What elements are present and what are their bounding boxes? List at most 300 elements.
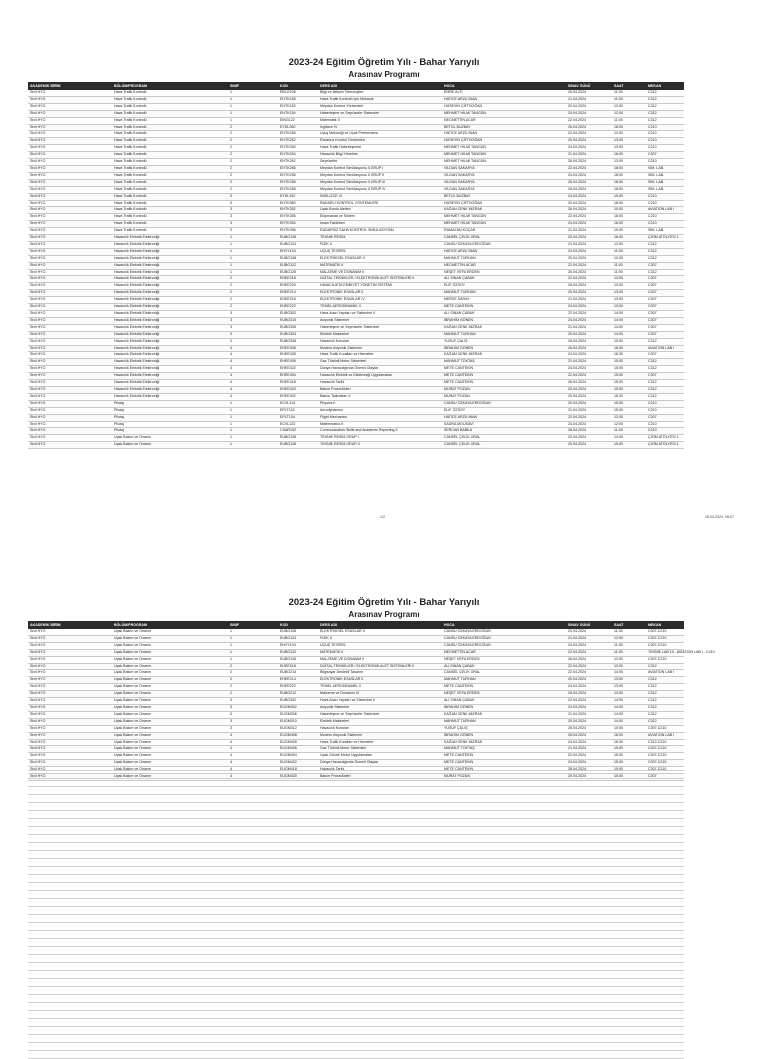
table-cell: Dünya Havacılığında Önemli Olaylar bbox=[318, 760, 442, 767]
table-cell: 2 bbox=[228, 684, 278, 691]
table-cell: Sivil HYO bbox=[28, 663, 112, 670]
table-cell: ÇİZİM ATÖLYESİ 1 bbox=[646, 435, 684, 442]
table-cell: C312 bbox=[646, 359, 684, 366]
table-cell: Bilgisayar Destekli Tasarım bbox=[318, 670, 442, 677]
table-cell: EUGM428 bbox=[278, 739, 318, 746]
table-cell: Havacılık Elektrik Elektroniği bbox=[112, 373, 228, 380]
table-cell: HATİCE ARZU İNAN bbox=[442, 96, 566, 103]
table-cell: C307-C210 bbox=[646, 760, 684, 767]
table-cell: UÇUŞ TEORİSİ bbox=[318, 248, 442, 255]
table-cell: 3 bbox=[228, 324, 278, 331]
table-cell: 26.04.2024 bbox=[566, 159, 612, 166]
table-cell: 11:00 bbox=[612, 629, 646, 635]
table-cell: Pilotaj bbox=[112, 421, 228, 428]
table-cell: 22.04.2024 bbox=[566, 414, 612, 421]
table-cell: 12:00 bbox=[612, 635, 646, 642]
table-cell: Sivil HYO bbox=[28, 200, 112, 207]
table-cell: Hava Trafik Kontrolü bbox=[112, 207, 228, 214]
table-cell: 2 bbox=[228, 677, 278, 684]
table-cell: AVIATION LAB I bbox=[646, 670, 684, 677]
table-row bbox=[28, 283, 684, 290]
table-cell: 22.04.2024 bbox=[566, 649, 612, 656]
table-cell: 24.04.2024 bbox=[566, 352, 612, 359]
table-cell: Uçak Bakım ve Onarım bbox=[112, 649, 228, 656]
table-cell: ELİF ÖZSOY bbox=[442, 283, 566, 290]
table-cell: EUBO126 bbox=[278, 269, 318, 276]
column-header: HOCA bbox=[442, 82, 566, 90]
table-row bbox=[28, 103, 684, 110]
table-cell: 4 bbox=[228, 359, 278, 366]
table-cell: METE CANTEKİN bbox=[442, 373, 566, 380]
column-header: SINIF bbox=[228, 621, 278, 629]
table-cell: 10:00 bbox=[612, 193, 646, 200]
table-cell: EHEE214 bbox=[278, 677, 318, 684]
empty-row-line bbox=[28, 931, 684, 939]
table-cell: C307 bbox=[646, 262, 684, 269]
table-cell: SİM. LAB. bbox=[646, 172, 684, 179]
table-cell: 1 bbox=[228, 235, 278, 242]
empty-row-line bbox=[28, 1027, 684, 1035]
table-cell: C210 bbox=[646, 428, 684, 435]
table-cell: 21.04.2024 bbox=[566, 359, 612, 366]
table-cell: Uçak Bakım ve Onarım bbox=[112, 739, 228, 746]
table-cell: MEHMET HİLMİ TANGÜN bbox=[442, 152, 566, 159]
table-cell: Havacılık Elektrik Elektroniği bbox=[112, 366, 228, 373]
table-cell: Sivil HYO bbox=[28, 414, 112, 421]
table-cell: Uçak Bakım ve Onarım bbox=[112, 718, 228, 725]
table-cell: 20.04.2024 bbox=[566, 677, 612, 684]
table-cell: Sivil HYO bbox=[28, 698, 112, 705]
table-cell: 3 bbox=[228, 221, 278, 228]
table-cell: Sivil HYO bbox=[28, 311, 112, 318]
table-cell: 26.04.2024 bbox=[566, 725, 612, 732]
empty-row-line bbox=[28, 1051, 684, 1059]
table-cell: EUGM306 bbox=[278, 711, 318, 718]
table-cell: EUGM408 bbox=[278, 732, 318, 739]
table-cell: EUGM418 bbox=[278, 767, 318, 774]
table-cell: 2 bbox=[228, 179, 278, 186]
table-cell: C307-C210 bbox=[646, 656, 684, 663]
table-cell: 24.04.2024 bbox=[566, 421, 612, 428]
table-row bbox=[28, 373, 684, 380]
table-cell: TEKNİK RESİM GRUP I bbox=[318, 435, 442, 442]
table-cell: EHTK252 bbox=[278, 138, 318, 145]
table-cell: 1 bbox=[228, 117, 278, 124]
table-cell: Hava Trafik Kuralları ve Hizmetler bbox=[318, 352, 442, 359]
table-cell: EUBO306 bbox=[278, 324, 318, 331]
table-cell: C210 bbox=[646, 421, 684, 428]
table-cell: Sivil HYO bbox=[28, 145, 112, 152]
table-cell: 24.04.2024 bbox=[566, 193, 612, 200]
table-cell: ALİ SİNAN ÇABUK bbox=[442, 311, 566, 318]
table-cell: AVIATION LAB I bbox=[646, 732, 684, 739]
table-row bbox=[28, 172, 684, 179]
table-cell: Hava Trafik Kontrolü bbox=[112, 138, 228, 145]
table-cell: Hava Trafik Kontrolü bbox=[112, 145, 228, 152]
table-cell: EUBO122 bbox=[278, 262, 318, 269]
table-cell: Sivil HYO bbox=[28, 214, 112, 221]
table-cell: 3 bbox=[228, 228, 278, 235]
table-cell: 24.04.2024 bbox=[566, 304, 612, 311]
table-cell: Uçak Gövde Motor Uygulamaları bbox=[318, 753, 442, 760]
table-row bbox=[28, 152, 684, 159]
table-cell: Sivil HYO bbox=[28, 718, 112, 725]
table-row bbox=[28, 311, 684, 318]
table-cell: Sivil HYO bbox=[28, 117, 112, 124]
table-cell: 26.04.2024 bbox=[566, 90, 612, 96]
table-cell: MURAT POZAN bbox=[442, 386, 566, 393]
table-row bbox=[28, 90, 684, 96]
table-cell: Hava Trafik Kontrolü bbox=[112, 90, 228, 96]
column-header: SAAT bbox=[612, 82, 646, 90]
table-cell: Sivil HYO bbox=[28, 649, 112, 656]
table-row bbox=[28, 235, 684, 242]
table-row bbox=[28, 96, 684, 103]
table-cell: EUBO126 bbox=[278, 656, 318, 663]
table-row bbox=[28, 649, 684, 656]
table-cell: METE CANTEKİN bbox=[442, 304, 566, 311]
table-cell: EHEE214 bbox=[278, 290, 318, 297]
table-cell: 3 bbox=[228, 311, 278, 318]
empty-row-line bbox=[28, 795, 684, 803]
table-cell: Sivil HYO bbox=[28, 711, 112, 718]
table-row bbox=[28, 345, 684, 352]
column-header: BÖLÜM/PROGRAM bbox=[112, 621, 228, 629]
table-cell: Meydan Kontrol Simülasyonu II GRUP II bbox=[318, 172, 442, 179]
table-cell: Havacılık Elektrik Elektroniği bbox=[112, 345, 228, 352]
table-cell: C210 bbox=[646, 124, 684, 131]
table-cell: Sivil HYO bbox=[28, 276, 112, 283]
table-cell: KAĞAN CENK MIZRAK bbox=[442, 739, 566, 746]
table-row bbox=[28, 290, 684, 297]
table-cell: 13:00 bbox=[612, 283, 646, 290]
table-cell: Sivil HYO bbox=[28, 96, 112, 103]
table-row bbox=[28, 221, 684, 228]
table-cell: FİZİK II bbox=[318, 635, 442, 642]
empty-row-line bbox=[28, 963, 684, 971]
empty-row-line bbox=[28, 787, 684, 795]
table-cell: 13:00 bbox=[612, 138, 646, 145]
table-cell: C210 bbox=[646, 193, 684, 200]
table-cell: C307 bbox=[646, 283, 684, 290]
empty-row-line bbox=[28, 883, 684, 891]
table-row bbox=[28, 138, 684, 145]
table-cell: Uçak Bakım ve Onarım bbox=[112, 753, 228, 760]
empty-row-line bbox=[28, 843, 684, 851]
empty-row-line bbox=[28, 819, 684, 827]
table-cell: 22.04.2024 bbox=[566, 373, 612, 380]
table-cell: C312-C210 bbox=[646, 739, 684, 746]
table-cell: TEKNİK RESİM bbox=[318, 235, 442, 242]
table-cell: C307 bbox=[646, 774, 684, 781]
table-cell: 22.04.2024 bbox=[566, 117, 612, 124]
table-cell: 2 bbox=[228, 304, 278, 311]
table-cell: C312 bbox=[646, 103, 684, 110]
table-cell: Uçak Bakım ve Onarım bbox=[112, 635, 228, 642]
table-cell: NECMETTİN ACAR bbox=[442, 649, 566, 656]
table-cell: Havacılık Elektrik Elektroniği bbox=[112, 380, 228, 387]
table-cell: Havacılık Konuları bbox=[318, 725, 442, 732]
empty-row-line bbox=[28, 899, 684, 907]
table-cell: C307-C210 bbox=[646, 767, 684, 774]
table-cell: Havacılık Bilgi Yönetimi bbox=[318, 152, 442, 159]
empty-row-line bbox=[28, 851, 684, 859]
table-cell: Havacılık Tarihi bbox=[318, 380, 442, 387]
table-cell: 24.04.2024 bbox=[566, 110, 612, 117]
table-cell: 16:00 bbox=[612, 235, 646, 242]
table-cell: 24.04.2024 bbox=[566, 248, 612, 255]
table-cell: 20.04.2024 bbox=[566, 103, 612, 110]
table-cell: 11:00 bbox=[612, 269, 646, 276]
table-cell: EUGM302 bbox=[278, 704, 318, 711]
table-cell: 1 bbox=[228, 241, 278, 248]
table-row bbox=[28, 255, 684, 262]
table-cell: 24.04.2024 bbox=[566, 366, 612, 373]
table-row bbox=[28, 165, 684, 172]
table-row bbox=[28, 393, 684, 400]
table-cell: C307-C210 bbox=[646, 635, 684, 642]
column-header: SINAV GÜNÜ bbox=[566, 621, 612, 629]
table-cell: 1 bbox=[228, 656, 278, 663]
table-cell: EHTK154 bbox=[278, 110, 318, 117]
column-header: SINAV GÜNÜ bbox=[566, 82, 612, 90]
table-cell: Havacılık Elektrik Elektroniği bbox=[112, 248, 228, 255]
table-cell: 16:00 bbox=[612, 200, 646, 207]
table-cell: 13:00 bbox=[612, 276, 646, 283]
table-cell: 3 bbox=[228, 193, 278, 200]
table-cell: C307 bbox=[646, 324, 684, 331]
table-cell: 24.04.2024 bbox=[566, 684, 612, 691]
table-cell: Ekipmanlar ve Sistem bbox=[318, 214, 442, 221]
table-cell: MURAT POZAN bbox=[442, 393, 566, 400]
table-cell: Sivil HYO bbox=[28, 317, 112, 324]
page-title: 2023-24 Eğitim Öğretim Yılı - Bahar Yarıyılı bbox=[288, 57, 480, 68]
table-cell: Gaz Türbinli Motor Sistemleri bbox=[318, 359, 442, 366]
table-cell: 4 bbox=[228, 380, 278, 387]
table-cell: 20.04.2024 bbox=[566, 400, 612, 407]
empty-row-line bbox=[28, 867, 684, 875]
table-cell: Havacılık Elektrik Elektroniği bbox=[112, 276, 228, 283]
table-cell: C312 bbox=[646, 96, 684, 103]
page-1 bbox=[0, 0, 768, 520]
table-cell: Hava Trafik Kontrolü bbox=[112, 172, 228, 179]
empty-row-line bbox=[28, 1011, 684, 1019]
table-row bbox=[28, 145, 684, 152]
table-row bbox=[28, 407, 684, 414]
table-row bbox=[28, 276, 684, 283]
table-row bbox=[28, 124, 684, 131]
table-row bbox=[28, 207, 684, 214]
table-cell: 16:00 bbox=[612, 732, 646, 739]
table-cell: C312 bbox=[646, 393, 684, 400]
table-cell: EHTK258 bbox=[278, 186, 318, 193]
table-cell: C312 bbox=[646, 269, 684, 276]
table-cell: 22.04.2024 bbox=[566, 670, 612, 677]
table-cell: Sivil HYO bbox=[28, 753, 112, 760]
table-cell: Uçak Bakım ve Onarım bbox=[112, 684, 228, 691]
table-cell: Hava Trafik Kuralları ve Hizmetler bbox=[318, 739, 442, 746]
table-cell: 20.04.2024 bbox=[566, 393, 612, 400]
table-cell: 4 bbox=[228, 345, 278, 352]
column-header: BÖLÜM/PROGRAM bbox=[112, 82, 228, 90]
table-cell: 21.04.2024 bbox=[566, 152, 612, 159]
table-cell: 4 bbox=[228, 373, 278, 380]
table-cell: 3 bbox=[228, 200, 278, 207]
table-cell: Hava Trafik Kontrolü İçin Mekanik bbox=[318, 96, 442, 103]
table-cell: 15:00 bbox=[612, 386, 646, 393]
table-cell: Sivil HYO bbox=[28, 435, 112, 442]
table-cell: EHEE404 bbox=[278, 373, 318, 380]
table-cell: C312 bbox=[646, 704, 684, 711]
table-cell: 13:00 bbox=[612, 290, 646, 297]
table-cell: C307-C210 bbox=[646, 642, 684, 649]
table-cell: CANSEL ÇELİK ORAL bbox=[442, 670, 566, 677]
table-cell: 13:00 bbox=[612, 691, 646, 698]
table-cell: 24.04.2024 bbox=[566, 760, 612, 767]
empty-row-line bbox=[28, 827, 684, 835]
table-cell: Sivil HYO bbox=[28, 760, 112, 767]
table-cell: Havacılık Tarihi bbox=[318, 767, 442, 774]
table-cell: 12:00 bbox=[612, 110, 646, 117]
table-cell: EING122 bbox=[278, 117, 318, 124]
table-cell: EUBO302 bbox=[278, 698, 318, 705]
table-cell: EHEE216 bbox=[278, 297, 318, 304]
table-cell: 2 bbox=[228, 670, 278, 677]
table-cell: 24.04.2024 bbox=[566, 317, 612, 324]
table-cell: 26.04.2024 bbox=[566, 207, 612, 214]
table-cell: Havacılık Elektrik Elektroniği bbox=[112, 359, 228, 366]
table-cell: 21.04.2024 bbox=[566, 746, 612, 753]
table-cell: Mathematics II bbox=[318, 421, 442, 428]
table-cell: Sivil HYO bbox=[28, 221, 112, 228]
table-cell: EUGM422 bbox=[278, 760, 318, 767]
table-cell: 14:00 bbox=[612, 718, 646, 725]
table-cell: Sivil HYO bbox=[28, 739, 112, 746]
table-cell: CANSEL ÇELİK ORAL bbox=[442, 435, 566, 442]
table-cell: EUBO122 bbox=[278, 649, 318, 656]
table-cell: Sivil HYO bbox=[28, 684, 112, 691]
table-cell: 3 bbox=[228, 698, 278, 705]
table-cell: 1 bbox=[228, 255, 278, 262]
table-row bbox=[28, 629, 684, 635]
table-cell: 14:00 bbox=[612, 311, 646, 318]
table-cell: Uçak Bakım ve Onarım bbox=[112, 746, 228, 753]
table-cell: 11:00 bbox=[612, 117, 646, 124]
table-cell: 3 bbox=[228, 331, 278, 338]
table-cell: RADARLI KONTROL YÖNTEMLERİ bbox=[318, 200, 442, 207]
table-cell: 1 bbox=[228, 110, 278, 117]
exam-schedule-table-page-2 bbox=[28, 621, 715, 781]
table-cell: Pilotaj bbox=[112, 400, 228, 407]
table-cell: EYDL392 bbox=[278, 193, 318, 200]
table-cell: C312 bbox=[646, 718, 684, 725]
table-row bbox=[28, 642, 684, 649]
table-cell: EYDL260 bbox=[278, 124, 318, 131]
empty-row-line bbox=[28, 763, 684, 771]
table-cell: TEKNİK RESİM GRUP II bbox=[318, 442, 442, 449]
table-cell: 2 bbox=[228, 159, 278, 166]
table-cell: MAHMUT TURHAN bbox=[442, 677, 566, 684]
table-cell: 26.04.2024 bbox=[566, 428, 612, 435]
table-cell: Sivil HYO bbox=[28, 629, 112, 635]
empty-row-line bbox=[28, 1035, 684, 1043]
table-cell: MALZEME VE DONANIM II bbox=[318, 269, 442, 276]
table-cell: Meydan Kontrol Simülasyonu II GRUP III bbox=[318, 179, 442, 186]
table-cell: ÇİZİM ATÖLYESİ 1 bbox=[646, 235, 684, 242]
table-cell: Malzeme ve Donanım IV bbox=[318, 691, 442, 698]
table-cell: Haberleşme ve Seyrüsefer Sistemleri bbox=[318, 324, 442, 331]
table-cell: Hava Trafik Kontrolü bbox=[112, 228, 228, 235]
table-cell: Sivil HYO bbox=[28, 331, 112, 338]
table-cell: 1 bbox=[228, 103, 278, 110]
column-header: DERS ADI bbox=[318, 621, 442, 629]
table-cell: SİM. LAB. bbox=[646, 165, 684, 172]
table-cell: 1 bbox=[228, 262, 278, 269]
table-cell: METE CANTEKİN bbox=[442, 753, 566, 760]
table-cell: 12:00 bbox=[612, 421, 646, 428]
table-cell: Seyrüsefer bbox=[318, 159, 442, 166]
table-cell: 21.04.2024 bbox=[566, 228, 612, 235]
table-cell: Sivil HYO bbox=[28, 352, 112, 359]
table-cell: Hava Trafik Kontrolü bbox=[112, 159, 228, 166]
table-row bbox=[28, 442, 684, 449]
table-cell: 20.04.2024 bbox=[566, 235, 612, 242]
table-cell: EHTK260 bbox=[278, 145, 318, 152]
table-cell: Havacılık Elektrik Elektroniği bbox=[112, 311, 228, 318]
table-row bbox=[28, 317, 684, 324]
table-cell: EHTK352 bbox=[278, 207, 318, 214]
table-cell: 2 bbox=[228, 138, 278, 145]
table-cell: ALİ SİNAN ÇABUK bbox=[442, 663, 566, 670]
table-cell: SERCAN BABKA bbox=[442, 428, 566, 435]
table-cell: CANSU ÖZKAYA ERDOĞAN bbox=[442, 635, 566, 642]
table-cell: Uçak Bakım ve Onarım bbox=[112, 656, 228, 663]
table-cell: EUBO108 bbox=[278, 629, 318, 635]
table-cell: Sivil HYO bbox=[28, 380, 112, 387]
table-cell: BETÜL BUZBAY bbox=[442, 124, 566, 131]
table-cell: Sivil HYO bbox=[28, 407, 112, 414]
column-header: HOCA bbox=[442, 621, 566, 629]
table-cell: 12:00 bbox=[612, 255, 646, 262]
table-cell: EBLG108 bbox=[278, 90, 318, 96]
table-cell: 2 bbox=[228, 165, 278, 172]
table-cell: CANSU ÖZKAYA ERDOĞAN bbox=[442, 629, 566, 635]
table-cell: 13:00 bbox=[612, 677, 646, 684]
table-cell: 14:00 bbox=[612, 670, 646, 677]
table-cell: 11:00 bbox=[612, 642, 646, 649]
table-cell: 1 bbox=[228, 428, 278, 435]
table-cell: KAĞAN CENK MIZRAK bbox=[442, 207, 566, 214]
table-cell: Hava Trafik Kontrolü bbox=[112, 179, 228, 186]
table-row bbox=[28, 725, 684, 732]
table-cell: C210 bbox=[646, 138, 684, 145]
table-cell: METE CANTEKİN bbox=[442, 767, 566, 774]
table-cell: 1 bbox=[228, 414, 278, 421]
column-header: KOD bbox=[278, 621, 318, 629]
table-cell: 3 bbox=[228, 207, 278, 214]
empty-row-line bbox=[28, 939, 684, 947]
table-cell: NEŞET VEFA ERDEN bbox=[442, 656, 566, 663]
table-cell: Uçak Bordo Aletleri bbox=[318, 207, 442, 214]
table-cell: NECMETTİN ACAR bbox=[442, 262, 566, 269]
table-cell: Sivil HYO bbox=[28, 290, 112, 297]
table-cell: C307-C210 bbox=[646, 753, 684, 760]
page-subtitle: Arasınav Programı bbox=[348, 70, 420, 79]
empty-row-line bbox=[28, 947, 684, 955]
table-cell: 2 bbox=[228, 663, 278, 670]
table-cell: 20.04.2024 bbox=[566, 718, 612, 725]
table-cell: VİLDAN SAKARYA bbox=[442, 186, 566, 193]
